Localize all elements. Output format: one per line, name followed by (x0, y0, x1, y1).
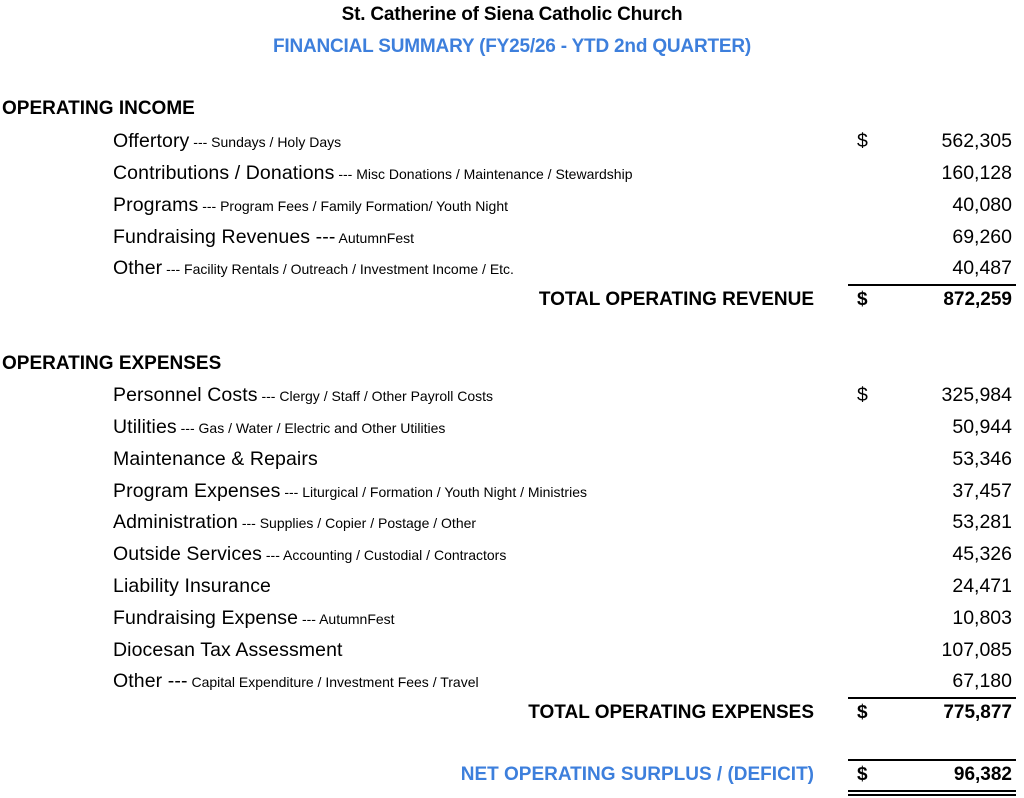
line-item-amount: 69,260 (952, 226, 1012, 248)
currency-symbol: $ (857, 702, 868, 723)
line-item-label: Administration (113, 511, 238, 533)
expense-row-program-expenses (0, 480, 1024, 510)
expense-row-diocesan-tax (0, 639, 1024, 669)
line-item-amount: 40,487 (952, 257, 1012, 279)
currency-symbol: $ (857, 764, 868, 785)
expense-row-personnel (0, 384, 1024, 414)
currency-symbol: $ (857, 289, 868, 310)
total-label: TOTAL OPERATING REVENUE (538, 289, 814, 310)
expense-row-outside-services (0, 543, 1024, 573)
line-item-label: Fundraising Expense (113, 607, 299, 629)
line-item-description: AutumnFest (335, 230, 415, 246)
line-item-label: Other (113, 257, 163, 279)
net-double-rule-2 (848, 794, 1016, 796)
income-row-programs (0, 194, 1024, 224)
expense-row-fundraising-expense (0, 607, 1024, 637)
line-item-amount: 10,803 (952, 607, 1012, 629)
line-item-description: --- Supplies / Copier / Postage / Other (237, 515, 477, 531)
line-item-amount: 107,085 (941, 639, 1012, 661)
line-item-amount: 53,346 (952, 448, 1012, 470)
line-item-amount: 37,457 (952, 480, 1012, 502)
line-item-amount: 562,305 (941, 130, 1012, 152)
total-operating-expenses-row (0, 702, 1024, 732)
line-item-amount: 45,326 (952, 543, 1012, 565)
subtotal-rule (848, 284, 1016, 286)
line-item-description: --- Gas / Water / Electric and Other Utilities (176, 420, 446, 436)
line-item-label: Programs (113, 194, 199, 216)
line-item-amount: 40,080 (952, 194, 1012, 216)
line-item-amount: 24,471 (952, 575, 1012, 597)
expense-row-liability-insurance (0, 575, 1024, 605)
income-row-contributions (0, 162, 1024, 192)
currency-symbol: $ (857, 384, 868, 406)
total-operating-revenue-row (0, 289, 1024, 319)
expense-row-other (0, 670, 1024, 700)
total-amount: 872,259 (943, 289, 1012, 310)
line-item-description: Capital Expenditure / Investment Fees / Travel (187, 674, 479, 690)
line-item-description: --- AutumnFest (298, 611, 395, 627)
line-item-label: Utilities (113, 416, 177, 438)
line-item-description: --- Accounting / Custodial / Contractors (262, 547, 507, 563)
expense-row-administration (0, 511, 1024, 541)
line-item-label: Fundraising Revenues --- (113, 226, 336, 248)
line-item-description: --- Program Fees / Family Formation/ Youth Night (198, 198, 508, 214)
line-item-amount: 325,984 (941, 384, 1012, 406)
line-item-amount: 67,180 (952, 670, 1012, 692)
line-item-label: Contributions / Donations (113, 162, 335, 184)
report-title: FINANCIAL SUMMARY (FY25/26 - YTD 2nd QUARTER) (272, 36, 751, 57)
total-amount: 775,877 (943, 702, 1012, 723)
net-label: NET OPERATING SURPLUS / (DEFICIT) (460, 764, 814, 785)
line-item-label: Maintenance & Repairs (113, 448, 318, 470)
church-name: St. Catherine of Siena Catholic Church (341, 4, 683, 25)
net-double-rule-1 (848, 790, 1016, 792)
line-item-label: Offertory (113, 130, 190, 152)
line-item-description: --- Liturgical / Formation / Youth Night / Ministries (280, 484, 587, 500)
line-item-label: Diocesan Tax Assessment (113, 639, 343, 661)
line-item-label: Program Expenses (113, 480, 281, 502)
subtotal-rule (848, 697, 1016, 699)
net-amount: 96,382 (953, 764, 1012, 785)
line-item-description: --- Misc Donations / Maintenance / Stewardship (334, 166, 633, 182)
income-row-fundraising (0, 226, 1024, 256)
income-row-other (0, 257, 1024, 287)
line-item-description: --- Clergy / Staff / Other Payroll Costs (257, 388, 494, 404)
line-item-amount: 53,281 (952, 511, 1012, 533)
line-item-description: --- Sundays / Holy Days (189, 134, 342, 150)
line-item-label: Outside Services (113, 543, 262, 565)
expense-row-maintenance (0, 448, 1024, 478)
net-top-rule (848, 759, 1016, 761)
line-item-label: Personnel Costs (113, 384, 258, 406)
line-item-amount: 160,128 (941, 162, 1012, 184)
line-item-label: Liability Insurance (113, 575, 271, 597)
line-item-amount: 50,944 (952, 416, 1012, 438)
line-item-label: Other --- (113, 670, 188, 692)
operating-expenses-heading: OPERATING EXPENSES (2, 353, 222, 374)
line-item-description: --- Facility Rentals / Outreach / Investment Income / Etc. (162, 261, 514, 277)
expense-row-utilities (0, 416, 1024, 446)
operating-income-heading: OPERATING INCOME (2, 98, 195, 119)
currency-symbol: $ (857, 130, 868, 152)
income-row-offertory (0, 130, 1024, 160)
total-label: TOTAL OPERATING EXPENSES (528, 702, 814, 723)
